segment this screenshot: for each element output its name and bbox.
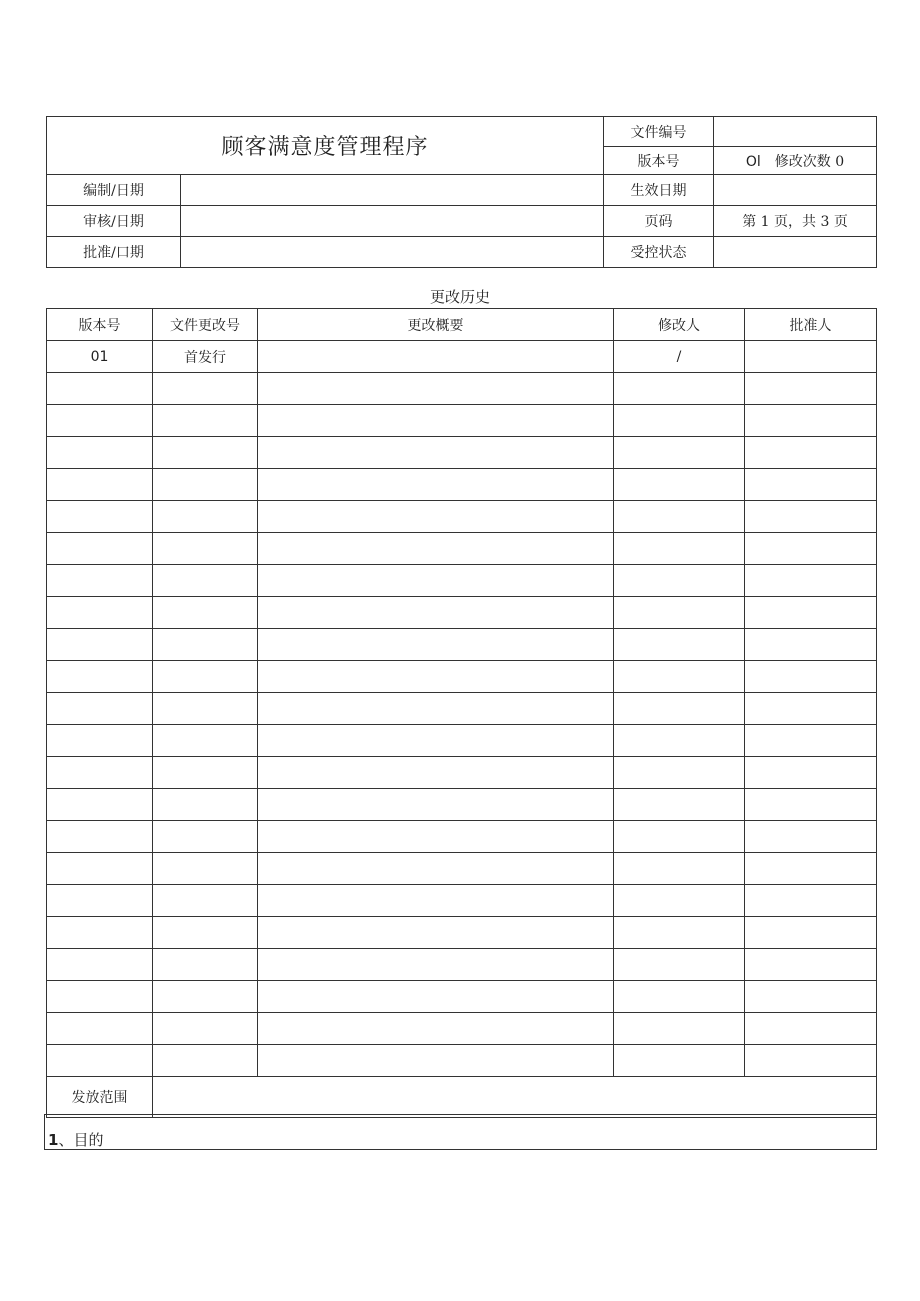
cell-summary — [258, 981, 614, 1013]
cell-approver — [745, 565, 877, 597]
cell-approver — [745, 789, 877, 821]
table-row — [47, 565, 877, 597]
cell-change-number — [153, 693, 258, 725]
section-title: 、目的 — [58, 1131, 104, 1149]
cell-summary — [258, 885, 614, 917]
cell-version — [47, 693, 153, 725]
change-history-title: 更改历史 — [429, 288, 490, 306]
cell-change-number — [153, 661, 258, 693]
cell-change-number — [153, 565, 258, 597]
reviewed-date-value — [181, 206, 604, 237]
file-number-value — [714, 117, 877, 147]
section-purpose — [44, 1114, 877, 1150]
cell-summary — [258, 405, 614, 437]
cell-change-number — [153, 469, 258, 501]
cell-approver — [745, 469, 877, 501]
cell-version — [47, 437, 153, 469]
table-row — [47, 469, 877, 501]
table-row — [47, 405, 877, 437]
distribution-value — [153, 1077, 877, 1118]
cell-summary — [258, 725, 614, 757]
cell-approver — [745, 341, 877, 373]
cell-modifier — [614, 373, 745, 405]
cell-version — [47, 725, 153, 757]
cell-change-number — [153, 853, 258, 885]
cell-modifier — [614, 885, 745, 917]
cell-modifier — [614, 533, 745, 565]
cell-change-number — [153, 405, 258, 437]
cell-modifier — [614, 405, 745, 437]
cell-change-number — [153, 757, 258, 789]
effective-date-value — [714, 175, 877, 206]
section-number: 1 — [48, 1131, 59, 1149]
table-row — [47, 437, 877, 469]
table-row — [47, 661, 877, 693]
cell-summary — [258, 597, 614, 629]
page-number-value: 第 1 页，共 3 页 — [714, 206, 877, 237]
table-row — [47, 341, 877, 373]
table-row — [47, 789, 877, 821]
distribution-label: 发放范围 — [47, 1077, 153, 1118]
table-row — [47, 1045, 877, 1077]
cell-approver — [745, 885, 877, 917]
cell-approver — [745, 373, 877, 405]
table-row — [47, 885, 877, 917]
cell-modifier — [614, 789, 745, 821]
cell-version — [47, 1045, 153, 1077]
cell-version — [47, 565, 153, 597]
table-row — [47, 981, 877, 1013]
cell-summary — [258, 661, 614, 693]
cell-version — [47, 469, 153, 501]
cell-modifier — [614, 1045, 745, 1077]
cell-version: 01 — [47, 341, 153, 373]
table-row — [47, 1013, 877, 1045]
cell-modifier — [614, 501, 745, 533]
table-row — [47, 757, 877, 789]
cell-modifier — [614, 661, 745, 693]
cell-change-number: 首发行 — [153, 341, 258, 373]
file-number-label: 文件编号 — [604, 117, 714, 147]
cell-version — [47, 853, 153, 885]
cell-change-number — [153, 725, 258, 757]
approved-date-label: 批准/口期 — [47, 237, 181, 268]
cell-version — [47, 405, 153, 437]
cell-summary — [258, 341, 614, 373]
cell-change-number — [153, 629, 258, 661]
cell-change-number — [153, 949, 258, 981]
table-row — [47, 373, 877, 405]
cell-version — [47, 597, 153, 629]
column-header-change-number: 文件更改号 — [153, 309, 258, 341]
approved-date-value — [181, 237, 604, 268]
cell-version — [47, 949, 153, 981]
cell-modifier — [614, 565, 745, 597]
history-header-row — [47, 309, 877, 341]
cell-modifier — [614, 853, 745, 885]
table-row — [47, 597, 877, 629]
cell-modifier — [614, 1013, 745, 1045]
cell-change-number — [153, 789, 258, 821]
cell-summary — [258, 565, 614, 597]
table-row — [47, 629, 877, 661]
table-row — [47, 693, 877, 725]
cell-summary — [258, 1045, 614, 1077]
cell-modifier — [614, 949, 745, 981]
cell-version — [47, 821, 153, 853]
cell-summary — [258, 629, 614, 661]
cell-modifier — [614, 629, 745, 661]
cell-summary — [258, 693, 614, 725]
cell-approver — [745, 853, 877, 885]
cell-summary — [258, 373, 614, 405]
column-header-version: 版本号 — [47, 309, 153, 341]
cell-version — [47, 661, 153, 693]
distribution-row — [47, 1077, 877, 1118]
page-number-label: 页码 — [604, 206, 714, 237]
cell-version — [47, 917, 153, 949]
cell-change-number — [153, 437, 258, 469]
cell-approver — [745, 629, 877, 661]
cell-change-number — [153, 533, 258, 565]
cell-change-number — [153, 373, 258, 405]
cell-approver — [745, 1045, 877, 1077]
table-row — [47, 533, 877, 565]
cell-summary — [258, 469, 614, 501]
cell-modifier — [614, 725, 745, 757]
cell-modifier — [614, 917, 745, 949]
cell-change-number — [153, 821, 258, 853]
cell-summary — [258, 789, 614, 821]
cell-summary — [258, 1013, 614, 1045]
cell-summary — [258, 533, 614, 565]
version-label: 版本号 — [604, 147, 714, 175]
cell-version — [47, 373, 153, 405]
column-header-modifier: 修改人 — [614, 309, 745, 341]
cell-modifier — [614, 693, 745, 725]
table-row — [47, 725, 877, 757]
cell-approver — [745, 501, 877, 533]
cell-approver — [745, 917, 877, 949]
cell-modifier: / — [614, 341, 745, 373]
cell-approver — [745, 437, 877, 469]
prepared-date-value — [181, 175, 604, 206]
control-status-value — [714, 237, 877, 268]
cell-approver — [745, 405, 877, 437]
effective-date-label: 生效日期 — [604, 175, 714, 206]
cell-modifier — [614, 437, 745, 469]
cell-summary — [258, 821, 614, 853]
change-history-table — [46, 308, 877, 1118]
cell-version — [47, 1013, 153, 1045]
table-row — [47, 501, 877, 533]
cell-modifier — [614, 981, 745, 1013]
cell-version — [47, 885, 153, 917]
cell-summary — [258, 853, 614, 885]
cell-change-number — [153, 597, 258, 629]
cell-approver — [745, 757, 877, 789]
cell-summary — [258, 949, 614, 981]
version-value: Ol — [745, 153, 761, 170]
cell-version — [47, 757, 153, 789]
prepared-date-label: 编制/日期 — [47, 175, 181, 206]
cell-summary — [258, 757, 614, 789]
reviewed-date-label: 审核/日期 — [47, 206, 181, 237]
cell-modifier — [614, 597, 745, 629]
document-header-table — [46, 116, 877, 268]
column-header-approver: 批准人 — [745, 309, 877, 341]
cell-version — [47, 629, 153, 661]
cell-approver — [745, 725, 877, 757]
cell-modifier — [614, 469, 745, 501]
cell-approver — [745, 981, 877, 1013]
cell-version — [47, 501, 153, 533]
cell-change-number — [153, 1045, 258, 1077]
cell-summary — [258, 917, 614, 949]
document-title: 顾客满意度管理程序 — [47, 117, 604, 175]
cell-modifier — [614, 757, 745, 789]
cell-change-number — [153, 885, 258, 917]
cell-change-number — [153, 1013, 258, 1045]
cell-approver — [745, 1013, 877, 1045]
cell-approver — [745, 693, 877, 725]
cell-change-number — [153, 981, 258, 1013]
cell-version — [47, 981, 153, 1013]
table-row — [47, 949, 877, 981]
control-status-label: 受控状态 — [604, 237, 714, 268]
version-value-cell — [714, 147, 877, 175]
column-header-summary: 更改概要 — [258, 309, 614, 341]
cell-approver — [745, 597, 877, 629]
cell-version — [47, 533, 153, 565]
table-row — [47, 917, 877, 949]
revision-count: 修改次数 0 — [774, 153, 845, 170]
cell-modifier — [614, 821, 745, 853]
table-row — [47, 821, 877, 853]
cell-approver — [745, 949, 877, 981]
table-row — [47, 853, 877, 885]
cell-change-number — [153, 501, 258, 533]
cell-summary — [258, 437, 614, 469]
cell-version — [47, 789, 153, 821]
cell-approver — [745, 661, 877, 693]
cell-change-number — [153, 917, 258, 949]
cell-approver — [745, 821, 877, 853]
cell-summary — [258, 501, 614, 533]
cell-approver — [745, 533, 877, 565]
